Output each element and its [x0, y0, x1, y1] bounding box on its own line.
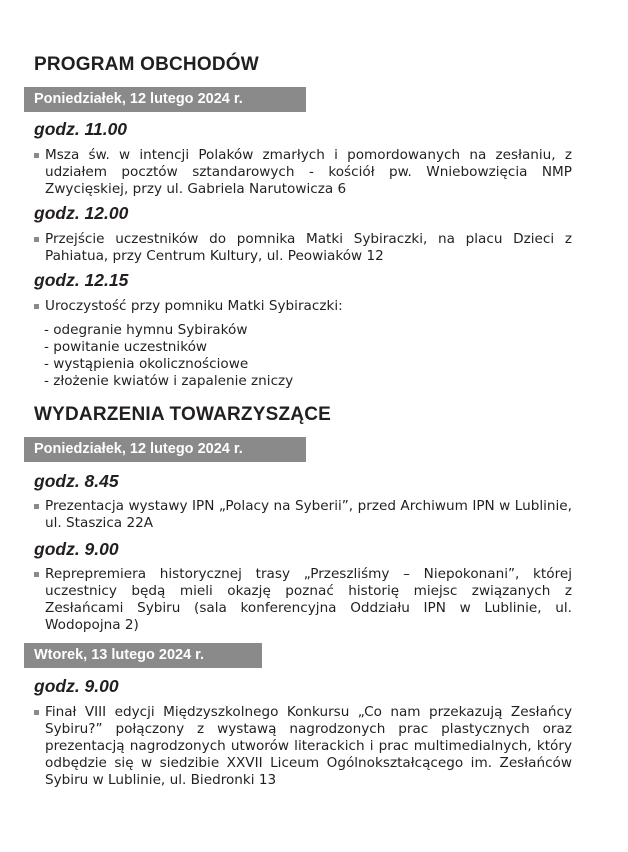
program-entry-2-text: Przejście uczestników do pomnika Matki Sybiraczki, na placu Dzieci z Pahiatua, przy Centrum Kultury, ul. Peowiaków 12 [45, 231, 572, 264]
program-sublist [44, 322, 293, 390]
list-item: - złożenie kwiatów i zapalenie zniczy [44, 373, 294, 389]
events-date-bar-1: Poniedziałek, 12 lutego 2024 r. [24, 437, 306, 462]
program-time-3: godz. 12.15 [34, 270, 129, 290]
program-time-2: godz. 12.00 [34, 203, 129, 223]
events-time-3: godz. 9.00 [34, 676, 119, 696]
bullet-icon [34, 153, 39, 158]
events-entry-3 [34, 704, 572, 789]
bullet-icon [34, 572, 39, 577]
program-entry-3 [34, 298, 572, 315]
events-date-bar-2: Wtorek, 13 lutego 2024 r. [24, 643, 262, 668]
bullet-icon [34, 504, 39, 509]
events-entry-1-text: Prezentacja wystawy IPN „Polacy na Syberii”, przed Archiwum IPN w Lublinie, ul. Staszica 22A [45, 498, 572, 531]
bullet-icon [34, 710, 39, 715]
program-entry-1 [34, 147, 572, 198]
program-entry-2 [34, 231, 572, 265]
program-entry-1-text: Msza św. w intencji Polaków zmarłych i pomordowanych na zesłaniu, z udziałem pocztów sztandarowych - kościół pw. Wniebowzięcia NMP Zwycięskiej, przy ul. Gabriela Narutowicza 6 [45, 147, 572, 197]
bullet-icon [34, 237, 39, 242]
program-title: PROGRAM OBCHODÓW [34, 54, 259, 75]
bullet-icon [34, 304, 39, 309]
events-entry-2 [34, 566, 572, 634]
events-time-1: godz. 8.45 [34, 471, 119, 491]
events-entry-2-text: Reprepremiera historycznej trasy „Przeszliśmy – Niepokonani”, której uczestnicy będą mieli okazję poznać historię miejsc związanych z Zesłańcami Sybiru (sala konferencyjna Oddziału IPN w Lublinie, ul. Wodopojna 2) [45, 566, 572, 633]
events-entry-3-text: Finał VIII edycji Międzyszkolnego Konkursu „Co nam przekazują Zesłańcy Sybiru?” połączony z wystawą nagrodzonych prac plastycznych oraz prezentacją nagrodzonych utworów literackich i prac multimedialnych, który odbędzie się w siedzibie XXVII Liceum Ogólnokształcącego im. Zesłańców Sybiru w Lublinie, ul. Biedronki 13 [45, 704, 572, 788]
list-item: - odegranie hymnu Sybiraków [44, 322, 248, 338]
program-date-bar: Poniedziałek, 12 lutego 2024 r. [24, 87, 306, 112]
events-title: WYDARZENIA TOWARZYSZĄCE [34, 404, 331, 425]
program-time-1: godz. 11.00 [34, 119, 128, 139]
list-item: - wystąpienia okolicznościowe [44, 356, 249, 372]
list-item: - powitanie uczestników [44, 339, 208, 355]
program-entry-3-text: Uroczystość przy pomniku Matki Sybiraczki: [45, 298, 343, 314]
events-time-2: godz. 9.00 [34, 539, 119, 559]
events-entry-1 [34, 498, 572, 532]
